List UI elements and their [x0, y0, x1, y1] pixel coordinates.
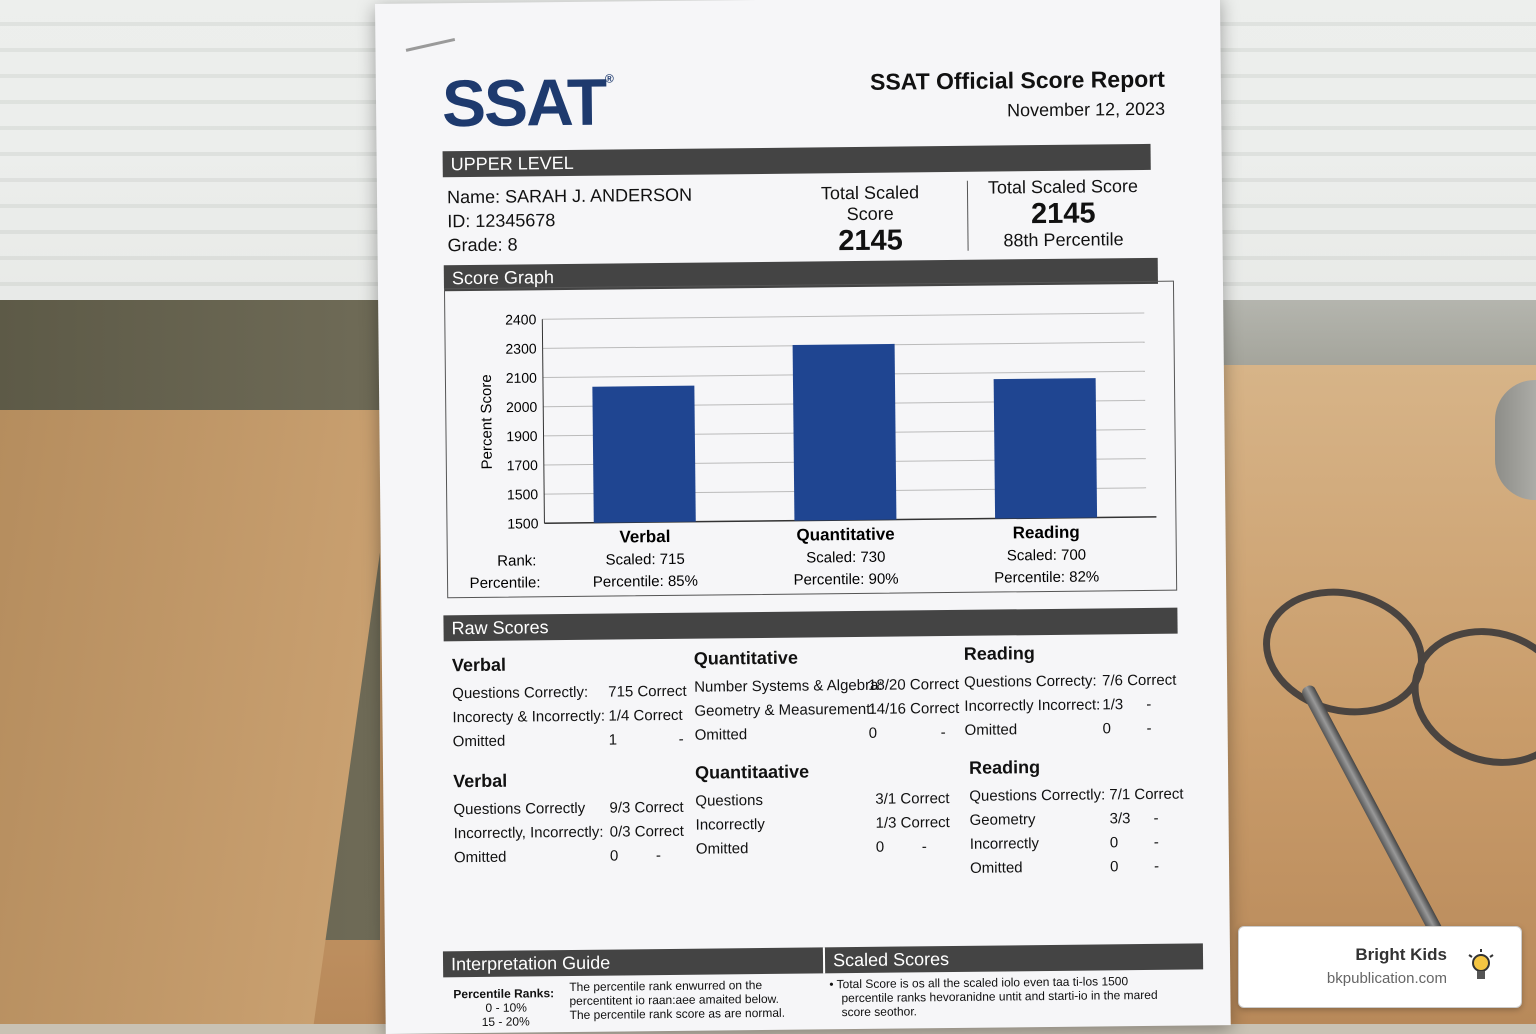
raw-block-title: Verbal	[451, 654, 507, 676]
y-tick-label: 1700	[506, 457, 538, 474]
raw-row-extra: -	[1153, 809, 1159, 827]
score-graph	[444, 281, 1177, 599]
staple	[406, 38, 455, 52]
percentile-label: Percentile: 82%	[994, 568, 1100, 587]
report-date: November 12, 2023	[1006, 98, 1166, 121]
percentile-label: Percentile: 90%	[793, 570, 899, 589]
rank-row-label: Rank:	[497, 552, 537, 570]
guide-line-3: The percentile rank score as are normal.	[569, 1005, 786, 1023]
x-category-label: Quantitative	[796, 524, 895, 545]
raw-row-value: 14/16 Correct	[868, 699, 960, 718]
lamp-base	[1495, 380, 1536, 500]
raw-row-value: 1	[608, 731, 618, 749]
y-tick-label: 2100	[505, 369, 538, 386]
raw-row-value: 0	[609, 847, 619, 865]
raw-row-label: Number Systems & Algebra:	[694, 676, 883, 696]
raw-row-label: Incorecty & Incorrectly:	[452, 707, 606, 727]
student-info	[447, 183, 693, 258]
y-tick-label: 1500	[507, 515, 539, 532]
total-score-right	[983, 176, 1144, 252]
total-score-percentile: 88th Percentile	[1003, 229, 1124, 251]
raw-row-value: 0	[868, 724, 878, 742]
raw-row-label: Geometry	[969, 811, 1036, 829]
raw-row-value: 3/3	[1109, 810, 1131, 828]
raw-row-extra: -	[940, 724, 946, 742]
raw-row-value: 0	[875, 838, 885, 856]
raw-row-extra: -	[1146, 719, 1152, 737]
y-axis-label: Percent Score	[477, 374, 496, 470]
student-grade: Grade: 8	[447, 234, 518, 256]
y-tick-label: 2000	[505, 398, 538, 416]
raw-row-label: Questions Correcty:	[964, 672, 1097, 691]
x-category-label: Verbal	[619, 526, 671, 547]
raw-row-value: 0	[1109, 834, 1119, 852]
raw-row-extra: -	[921, 838, 927, 856]
raw-row-label: Incorrectly Incorrect:	[964, 696, 1101, 715]
raw-row-value: 7/6 Correct	[1102, 671, 1177, 690]
brand-url: bkpublication.com	[1326, 970, 1447, 987]
raw-row-label: Omitted	[694, 726, 748, 744]
raw-row-extra: -	[1153, 857, 1160, 875]
ssat-logo: SSAT®	[441, 64, 612, 141]
y-tick-label: 1900	[506, 427, 538, 445]
raw-row-value: 18/20 Correct	[868, 675, 960, 694]
percentile-row-label: Percentile:	[469, 574, 541, 593]
scaled-line-1-text: Total Score is os all the scaled iolo even taa ti-los 1500	[836, 974, 1129, 992]
raw-row-extra: -	[655, 847, 662, 865]
raw-block-title: Verbal	[453, 770, 508, 792]
raw-row-label: Incorrectly, Incorrectly:	[453, 823, 604, 843]
scaled-score-label: Scaled: 715	[605, 550, 685, 569]
raw-block-title: Quantitaative	[694, 761, 810, 783]
raw-row-label: Omitted	[964, 721, 1018, 739]
level-header: UPPER LEVEL	[443, 144, 1151, 177]
bar-verbal	[592, 386, 695, 523]
student-name: Name: SARAH J. ANDERSON	[446, 184, 693, 208]
scaled-scores-header: Scaled Scores	[823, 943, 1203, 973]
report-title: SSAT Official Score Report	[869, 65, 1165, 95]
y-axis	[542, 319, 544, 523]
raw-row-value: 1/4 Correct	[608, 706, 683, 725]
percentile-label: Percentile: 85%	[592, 572, 699, 591]
interpretation-guide-header: Interpretation Guide	[443, 947, 823, 977]
total-score-left-value: 2145	[838, 224, 903, 258]
y-tick-label: 2400	[505, 311, 537, 328]
scaled-score-label: Scaled: 700	[1006, 546, 1087, 565]
raw-row-label: Incorrectly	[695, 815, 765, 834]
student-id: ID: 12345678	[447, 210, 556, 232]
score-report-paper	[375, 0, 1231, 1034]
raw-row-value: 1/3 Correct	[875, 814, 950, 832]
raw-row-label: Questions Correctly	[453, 799, 586, 819]
raw-row-label: Questions Correctly:	[452, 683, 589, 703]
total-score-left-label: Total Scaled Score	[820, 182, 920, 225]
raw-row-value: 7/1 Correct	[1109, 785, 1184, 804]
range-2: 15 - 20%	[481, 1014, 530, 1029]
scaled-score-label: Scaled: 730	[806, 548, 886, 567]
raw-row-label: Omitted	[969, 859, 1023, 877]
bar-reading	[994, 378, 1097, 518]
guide-line-1: The percentile rank enwurred on the	[569, 978, 763, 995]
raw-scores-header: Raw Scores	[443, 608, 1177, 642]
raw-block-title: Reading	[968, 757, 1041, 778]
brand-badge[interactable]	[1238, 926, 1522, 1008]
raw-row-label: Omitted	[452, 732, 506, 751]
y-tick-label: 2300	[505, 340, 537, 357]
raw-row-label: Questions	[695, 791, 763, 810]
raw-block-title: Quantitative	[693, 647, 799, 669]
raw-row-extra: -	[678, 730, 684, 748]
lightbulb-icon	[1467, 949, 1495, 985]
scaled-line-2: percentile ranks hevoranidne untit and starti-io in the mared	[841, 987, 1158, 1006]
scaled-line-1: • Total Score is os all the scaled iolo even taa ti-los 1500	[829, 974, 1129, 992]
scaled-line-3: score seothor.	[841, 1004, 918, 1020]
percentile-ranks-label: Percentile Ranks:	[453, 986, 555, 1002]
raw-row-value: 715 Correct	[608, 682, 687, 701]
score-divider	[967, 181, 969, 251]
raw-row-label: Incorrectly	[969, 835, 1040, 853]
raw-row-label: Omitted	[695, 840, 749, 858]
gridline	[542, 313, 1144, 319]
score-graph-header: Score Graph	[444, 258, 1158, 291]
range-1: 0 - 10%	[485, 1000, 527, 1015]
raw-row-label: Questions Correctly:	[969, 786, 1106, 805]
raw-row-value: 3/1 Correct	[875, 790, 950, 808]
total-score-right-value: 2145	[1030, 197, 1096, 231]
raw-block-title: Reading	[963, 643, 1035, 664]
total-score-right-label: Total Scaled Score	[987, 176, 1139, 198]
guide-line-2: percentitent io raan:aee amaited below.	[569, 991, 779, 1009]
raw-row-value: 1/3	[1102, 696, 1124, 714]
raw-row-value: 0/3 Correct	[609, 822, 684, 841]
brand-name: Bright Kids	[1355, 945, 1447, 964]
raw-row-label: Omitted	[453, 848, 507, 867]
raw-row-value: 0	[1102, 720, 1112, 738]
bar-quantitative	[793, 344, 897, 521]
y-tick-label: 1500	[506, 486, 539, 503]
x-category-label: Reading	[1012, 522, 1080, 543]
raw-row-extra: -	[1146, 695, 1152, 713]
total-score-left	[795, 182, 946, 258]
raw-row-extra: -	[1153, 833, 1159, 851]
raw-row-label: Geometry & Measurement:	[694, 700, 875, 720]
raw-row-value: 0	[1109, 858, 1119, 876]
raw-row-value: 9/3 Correct	[609, 798, 684, 817]
